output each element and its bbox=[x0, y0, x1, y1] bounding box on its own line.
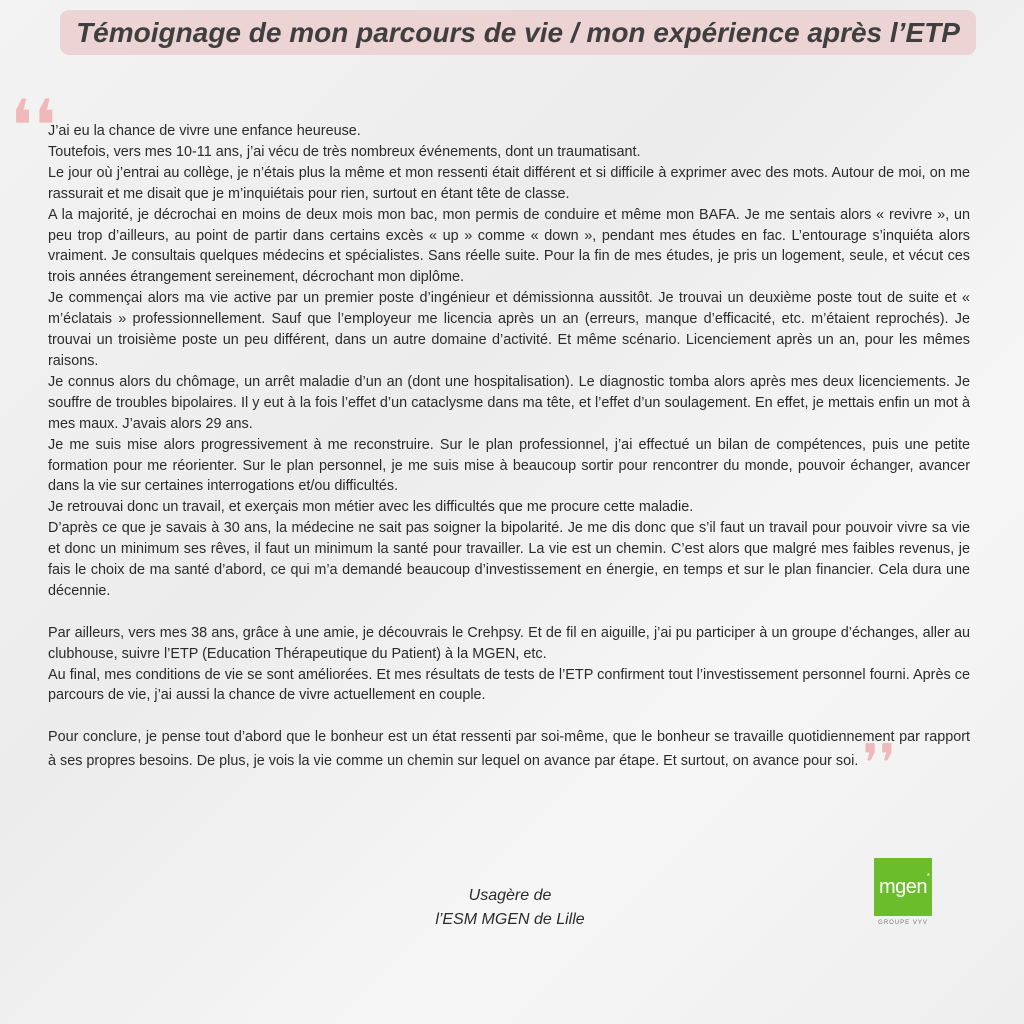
signature-line-2: l’ESM MGEN de Lille bbox=[435, 911, 585, 928]
title-banner bbox=[60, 10, 976, 55]
paragraph-text: Pour conclure, je pense tout d’abord que le bonheur est un état ressenti par soi-même, que le bonheur se travaille quotidiennement par rapport à ses propres besoins. De plus, je vois la vie comme un chemin sur lequel on avance par étape. Et surtout, on avance pour soi. bbox=[48, 729, 970, 770]
paragraph-final bbox=[48, 727, 970, 795]
testimony-text bbox=[48, 121, 970, 795]
logo-text: mgen bbox=[878, 875, 928, 898]
signature-line-1: Usagère de bbox=[468, 887, 552, 904]
paragraph: Par ailleurs, vers mes 38 ans, grâce à une amie, je découvrais le Crehpsy. Et de fil en aiguille, j’ai pu participer à un groupe d’échanges, aller au clubhouse, suivre l’ETP (Education Thérapeutique du Patient) à la MGEN, etc. bbox=[48, 624, 970, 662]
paragraph: Au final, mes conditions de vie se sont améliorées. Et mes résultats de tests de l’ETP confirment tout l’investissement personnel fourni. Après ce parcours de vie, j’ai aussi la chance de vivre actuellement en couple. bbox=[48, 666, 970, 704]
logo-star-icon: * bbox=[926, 872, 930, 881]
logo-subtext: GROUPE VYV bbox=[878, 920, 928, 926]
page-title: Témoignage de mon parcours de vie / mon expérience après l’ETP bbox=[76, 16, 960, 48]
paragraph: Toutefois, vers mes 10-11 ans, j’ai vécu de très nombreux événements, dont un traumatisant. bbox=[48, 143, 641, 160]
paragraph: Je me suis mise alors progressivement à me reconstruire. Sur le plan professionnel, j’ai effectué un bilan de compétences, puis une petite formation pour me réorienter. Sur le plan personnel, je me suis mise à beaucoup sortir pour rencontrer du monde, pouvoir échanger, avancer dans la vie sur certaines interrogations et/ou difficultés. bbox=[48, 436, 970, 495]
paragraph: Je connus alors du chômage, un arrêt maladie d’un an (dont une hospitalisation). Le diagnostic tomba alors après mes deux licenciements. Je souffre de troubles bipolaires. Il y eut à la fois l’effet d’un cataclysme dans ma tête, et l’effet d’un soulagement. En effet, je mettais enfin un mot à mes maux. J’avais alors 29 ans. bbox=[48, 373, 970, 432]
paragraph: D’après ce que je savais à 30 ans, la médecine ne sait pas soigner la bipolarité. Je me dis donc que s’il faut un travail pour pouvoir vivre sa vie et donc un minimum ses rêves, il faut un minimum la santé pour travailler. La vie est un chemin. C’est alors que malgré mes faibles revenus, je fais le choix de ma santé d’abord, ce qui m’a demandé beaucoup d’investissement en énergie, en temps et sur le plan financier. Cela dura une décennie. bbox=[48, 520, 970, 599]
paragraph: J’ai eu la chance de vivre une enfance heureuse. bbox=[48, 123, 361, 139]
mgen-logo bbox=[874, 858, 932, 916]
paragraph: Le jour où j’entrai au collège, je n’étais plus la même et mon ressenti était différent et si difficile à exprimer avec des mots. Autour de moi, on me rassurait et me disait que je m’inquiétais pour rien, surtout en étant tête de classe. bbox=[48, 164, 970, 202]
paragraph: A la majorité, je décrochai en moins de deux mois mon bac, mon permis de conduire et même mon BAFA. Je me sentais alors « revivre », un peu trop d’ailleurs, au point de partir dans certains excès « up » comme « down », pendant mes études en fac. L’entourage s’inquiéta alors vraiment. Je consultais quelques médecins et spécialistes. Sans réelle suite. Pour la fin de mes études, je pris un logement, seule, et vécut ces trois années étrangement sereinement, décrochant mon diplôme. bbox=[48, 206, 970, 286]
paragraph: Je commençai alors ma vie active par un premier poste d’ingénieur et démissionna aussitôt. Je trouvai un deuxième poste tout de suite et « m’éclatais » professionnellement. Sauf que l’employeur me licencia après un an (erreurs, manque d’efficacité, etc. m’étaient reprochés). Je trouvai un troisième poste un peu différent, dans un autre domaine d’activité. Et même scénario. Licenciement après un an, pour les mêmes raisons. bbox=[48, 290, 970, 369]
close-quote-icon: ❜❜ bbox=[862, 734, 896, 795]
signature bbox=[400, 884, 620, 932]
open-quote-icon: ❛❛ bbox=[10, 84, 57, 168]
paragraph: Je retrouvai donc un travail, et exerçais mon métier avec les difficultés que me procure cette maladie. bbox=[48, 499, 694, 516]
